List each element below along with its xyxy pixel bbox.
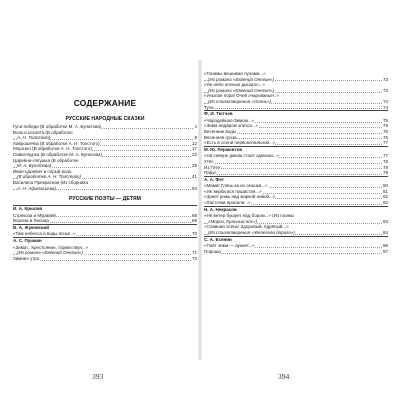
toc-entry-title: «Зреет рожь над жаркой нивой...» bbox=[204, 194, 276, 200]
toc-entry-page: 22 bbox=[191, 151, 197, 157]
toc-author bbox=[13, 224, 197, 232]
toc-entry-title: «Мороз, Красный нос») bbox=[208, 218, 257, 224]
toc-entry-title: «Унылая пора! Очей очарованье!..» bbox=[204, 93, 279, 99]
toc-entry-page: 79 bbox=[382, 164, 388, 170]
toc-entry-title: «Поёт зима — аукает...» bbox=[204, 243, 255, 249]
book-gutter bbox=[198, 60, 202, 360]
toc-entry-title: М. А. Булатова) bbox=[17, 163, 52, 169]
toc-entry-title: «Славная осень! Здоровый, ядрёный...» bbox=[204, 224, 289, 230]
toc-author bbox=[204, 146, 388, 154]
toc-entry-page: 77 bbox=[382, 153, 388, 159]
toc-entry-title: (Из стихотворения «Осень») bbox=[208, 98, 272, 104]
toc-author bbox=[204, 110, 388, 118]
toc-entry-page: 86 bbox=[382, 243, 388, 249]
toc-entry-page: 75 bbox=[382, 117, 388, 123]
toc-entry-title: «Ласточки пропали...» bbox=[204, 200, 251, 206]
toc-entry-page: 12 bbox=[191, 140, 197, 146]
toc-entry-page: 74 bbox=[382, 98, 388, 104]
toc-entry-title: (Из романа «Евгений Онегин») bbox=[17, 250, 83, 256]
toc-entry-page: 74 bbox=[382, 104, 388, 110]
toc-entry-page: 73 bbox=[382, 87, 388, 93]
toc-author bbox=[204, 206, 388, 214]
right-page bbox=[204, 68, 388, 354]
toc-entry-title: А. А. Фет bbox=[204, 176, 224, 182]
toc-entry-title: «Мама! Глянь-ка из окошка...» bbox=[204, 183, 268, 189]
toc-entry-title: Гуси-лебеди (В обработке М. А. Булатова) bbox=[13, 124, 102, 129]
leader-dots bbox=[204, 253, 388, 254]
toc-entry-page: 83 bbox=[382, 218, 388, 224]
toc-entry-title: «Зима!.. Крестьянин, торжествуя...» bbox=[13, 244, 89, 250]
toc-entry-title: Василиса Прекрасная (Из сборника bbox=[13, 179, 88, 185]
toc-entry-title: В. А. Жуковский bbox=[13, 224, 49, 230]
toc-entry-title: Ворона и Лисица bbox=[13, 218, 49, 224]
toc-entry-page: 4 bbox=[194, 124, 197, 129]
toc-entry-title: Из Гёте bbox=[204, 164, 221, 170]
toc-entry-title: «Там небесса и воды ясны!..» bbox=[13, 231, 76, 237]
leader-dots bbox=[13, 260, 197, 261]
page-number-left: 393 bbox=[92, 372, 104, 381]
toc-entry-page: 69 bbox=[191, 218, 197, 224]
section-title-text: РУССКИЕ НАРОДНЫЕ СКАЗКИ bbox=[65, 116, 145, 122]
toc-entry-title: А. С. Пушкин bbox=[13, 237, 42, 243]
toc-entry-title: Иван-царевич и серый волк. bbox=[13, 168, 73, 174]
toc-list-continued bbox=[204, 71, 388, 254]
toc-entry-title: «Гонимы вешними лучами...» bbox=[204, 71, 266, 76]
toc-entry-title: Царевна-лягушка (В обработке bbox=[13, 157, 79, 163]
toc-entry-page: 72 bbox=[191, 255, 197, 261]
toc-entry-page: 71 bbox=[191, 250, 197, 256]
toc-entry-title: А. Н. Толстого) bbox=[17, 135, 51, 141]
toc-entry bbox=[13, 186, 197, 192]
toc-entry-page: 78 bbox=[382, 158, 388, 164]
toc-entry-page: 76 bbox=[382, 134, 388, 140]
toc-list-folk-tales bbox=[13, 124, 197, 191]
section-title-text: РУССКИЕ ПОЭТЫ — ДЕТЯМ bbox=[69, 196, 141, 202]
toc-entry-title: Пороша bbox=[204, 248, 221, 254]
toc-entry-page: 70 bbox=[191, 231, 197, 237]
toc-entry-page: 75 bbox=[382, 123, 388, 129]
toc-entry-title: Волк и козлята (В обработке bbox=[13, 129, 73, 135]
toc-entry-page: 82 bbox=[382, 194, 388, 200]
section-title-folk-tales bbox=[13, 116, 197, 122]
toc-entry-page: 8 bbox=[194, 135, 197, 141]
toc-entry-page: 73 bbox=[382, 76, 388, 82]
toc-entry-page: 29 bbox=[191, 163, 197, 169]
toc-entry-title: Ф. И. Тютчев bbox=[204, 111, 233, 117]
toc-entry-title: Туча bbox=[204, 104, 214, 110]
section-title-poets bbox=[13, 196, 197, 202]
toc-entry-title: (Из романа «Евгений Онегин») bbox=[208, 87, 274, 93]
toc-entry-page: 81 bbox=[382, 188, 388, 194]
toc-entry-title: Морозко (В обработке А. Н. Толстого) bbox=[13, 146, 92, 152]
toc-entry-page: 76 bbox=[382, 128, 388, 134]
toc-entry-title: Стрекоза и Муравей bbox=[13, 212, 56, 218]
toc-entry-title: И. А. Крылов bbox=[13, 206, 43, 211]
toc-entry-title: (Из стихотворения «Железная дорога») bbox=[208, 230, 295, 236]
toc-entry-page: 77 bbox=[382, 140, 388, 146]
toc-entry-title: (Из романа «Евгений Онегин») bbox=[208, 76, 274, 82]
toc-list-poets bbox=[13, 205, 197, 261]
toc-entry-page: 82 bbox=[382, 200, 388, 206]
toc-entry-page: 54 bbox=[191, 185, 197, 191]
toc-entry-title: «Не ветер бушует над бором...» (Из поэмы bbox=[204, 213, 294, 219]
toc-entry-title: Весенняя гроза bbox=[204, 134, 237, 140]
toc-entry bbox=[13, 256, 197, 262]
toc-entry-page: 80 bbox=[382, 183, 388, 189]
toc-entry-page: 68 bbox=[191, 212, 197, 218]
contents-heading: СОДЕРЖАНИЕ bbox=[73, 98, 137, 108]
toc-entry-title: Хаврошечка (В обработке А. Н. Толстого) bbox=[13, 140, 100, 146]
toc-entry bbox=[204, 249, 388, 255]
toc-entry-title: Весенние воды bbox=[204, 128, 237, 134]
toc-author bbox=[204, 176, 388, 184]
toc-entry-title: Парус bbox=[204, 170, 217, 176]
toc-entry-title: «Зима недаром злится...» bbox=[204, 123, 259, 129]
toc-entry-title: Сивка-Бурка (В обработке М. А. Булатова) bbox=[13, 151, 102, 157]
toc-entry-title: М. Ю. Лермонтов bbox=[204, 146, 243, 152]
toc-entry-title: (В обработке А. Н. Толстого) bbox=[17, 174, 81, 180]
toc-entry-title: «Уж верба вся пушистая...» bbox=[204, 188, 262, 194]
toc-entry-page: 41 bbox=[191, 174, 197, 180]
toc-entry-title: «Чародейкою-Зимою...» bbox=[204, 117, 255, 123]
toc-entry-page: 84 bbox=[382, 230, 388, 236]
toc-entry-title: «На севере диком стоит одиноко...» bbox=[204, 153, 280, 159]
toc-author bbox=[204, 236, 388, 244]
toc-entry-title: «Уж небо осенью дышало...» bbox=[204, 82, 265, 88]
toc-entry-title: «Есть в осени первоначальной...» bbox=[204, 140, 276, 146]
toc-entry-page: 79 bbox=[382, 170, 388, 176]
toc-author bbox=[13, 237, 197, 245]
toc-entry-title: Н. А. Некрасов bbox=[204, 206, 237, 212]
toc-entry-page: 17 bbox=[191, 146, 197, 152]
toc-entry-title: Утёс bbox=[204, 158, 214, 164]
toc-entry-page: 87 bbox=[382, 248, 388, 254]
toc-entry-title: А. Н. Афанасьева) bbox=[17, 185, 56, 191]
page-number-right: 394 bbox=[278, 372, 290, 381]
toc-author bbox=[13, 205, 197, 213]
left-page bbox=[13, 68, 197, 354]
toc-entry-title: Зимнее утро bbox=[13, 255, 40, 261]
toc-entry-title: С. А. Есенин bbox=[204, 236, 232, 242]
